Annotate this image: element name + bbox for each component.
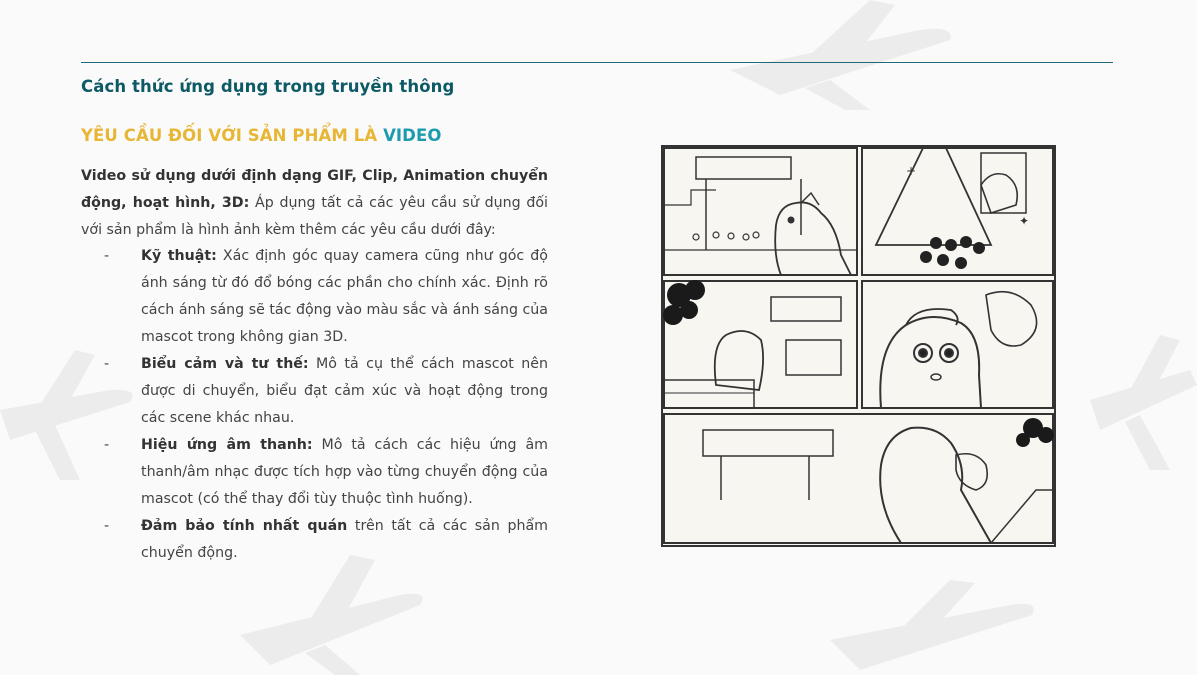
list-item bbox=[81, 432, 548, 513]
list-dash: - bbox=[104, 518, 110, 534]
list-dash: - bbox=[104, 356, 110, 372]
airplane-watermark-icon bbox=[720, 0, 960, 110]
item-bold: Kỹ thuật: bbox=[141, 248, 217, 264]
list-item bbox=[81, 243, 548, 351]
item-text: Xác định góc quay camera cũng như góc độ ánh sáng từ đó đổ bóng các phần cho chính xác. Định rõ cách ánh sáng sẽ tác động vào màu sắc và ánh sáng của mascot trong không gian 3D. bbox=[141, 248, 548, 345]
requirement-title-prefix: YÊU CẦU ĐỐI VỚI SẢN PHẨM LÀ bbox=[81, 126, 384, 145]
list-dash: - bbox=[104, 437, 110, 453]
list-dash: - bbox=[104, 248, 110, 264]
item-bold: Hiệu ứng âm thanh: bbox=[141, 437, 313, 453]
requirement-title-accent: VIDEO bbox=[383, 126, 442, 145]
section-title: Cách thức ứng dụng trong truyền thông bbox=[81, 77, 455, 96]
requirements-list bbox=[81, 243, 548, 567]
airplane-watermark-icon bbox=[820, 580, 1040, 675]
intro-paragraph bbox=[81, 163, 548, 244]
svg-text:+: + bbox=[906, 164, 917, 178]
airplane-watermark-icon bbox=[1090, 330, 1197, 470]
item-text: trên tất cả các sản phẩm chuyển động. bbox=[141, 518, 549, 561]
list-item bbox=[81, 351, 548, 432]
intro-bold: Video sử dụng dưới định dạng GIF, Clip, Animation chuyển động, hoạt hình, 3D: bbox=[81, 168, 548, 211]
comic-panel-2 bbox=[862, 148, 1053, 275]
list-item bbox=[81, 513, 548, 567]
comic-panel-5 bbox=[664, 414, 1053, 543]
item-text: Mô tả cụ thể cách mascot nên được di chuyển, biểu đạt cảm xúc và hoạt động trong các scene khác nhau. bbox=[141, 356, 548, 426]
requirement-title bbox=[81, 126, 441, 145]
item-bold: Đảm bảo tính nhất quán bbox=[141, 518, 348, 534]
comic-panel-3 bbox=[664, 281, 857, 408]
item-bold: Biểu cảm và tư thế: bbox=[141, 356, 309, 372]
storyboard-illustration bbox=[661, 145, 1056, 547]
item-text: Mô tả cách các hiệu ứng âm thanh/âm nhạc được tích hợp vào từng chuyển động của mascot (có thể thay đổi tùy thuộc tình huống). bbox=[141, 437, 548, 507]
intro-text: Áp dụng tất cả các yêu cầu sử dụng đối với sản phẩm là hình ảnh kèm thêm các yêu cầu dưới đây: bbox=[81, 195, 548, 238]
svg-text:✦: ✦ bbox=[1019, 214, 1030, 228]
header-rule bbox=[81, 62, 1113, 63]
comic-panel-1 bbox=[664, 148, 857, 275]
